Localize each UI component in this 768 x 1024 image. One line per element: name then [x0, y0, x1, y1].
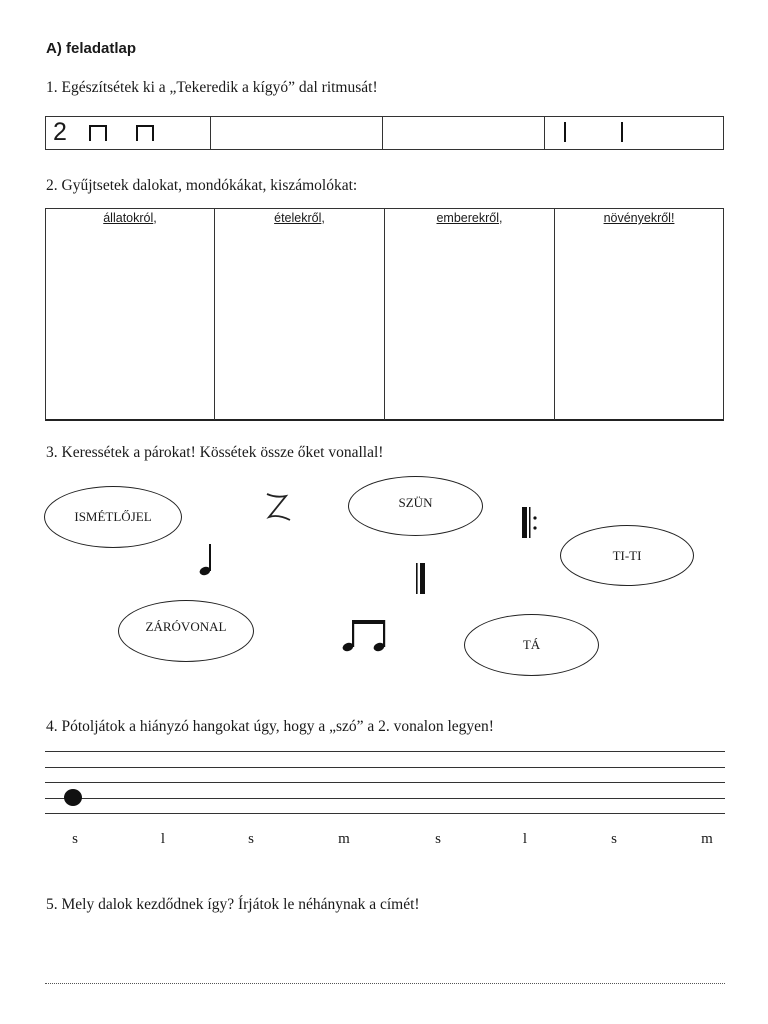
- rhythm-table: [45, 116, 724, 150]
- staff-line-3: [45, 782, 725, 783]
- repeat-sign-icon[interactable]: [520, 505, 542, 541]
- task-2-prompt: 2. Gyűjtsetek dalokat, mondókákat, kiszámolókat:: [46, 177, 358, 194]
- quarter-note-icon[interactable]: [198, 542, 218, 578]
- syllable: l: [522, 831, 528, 847]
- staff-line-1: [45, 813, 725, 814]
- syllable: s: [435, 831, 441, 847]
- syllable: s: [611, 831, 617, 847]
- oval-szun[interactable]: SZÜN: [348, 476, 483, 536]
- column-animals[interactable]: [46, 209, 215, 420]
- column-header: növényekről!: [603, 211, 675, 225]
- staff-line-4: [45, 767, 725, 768]
- oval-zarovonal[interactable]: ZÁRÓVONAL: [118, 600, 254, 662]
- rhythm-cell-1[interactable]: [46, 117, 211, 149]
- titi-notes-icon[interactable]: [340, 616, 388, 654]
- staff-line-5: [45, 751, 725, 752]
- task-5-prompt: 5. Mely dalok kezdődnek így? Írjátok le néhánynak a címét!: [46, 896, 420, 913]
- ta-note-icon: [621, 122, 623, 142]
- column-plants[interactable]: [555, 209, 723, 420]
- titi-note-icon: [89, 125, 107, 141]
- task-3-prompt: 3. Keressétek a párokat! Kössétek össze őket vonallal!: [46, 444, 384, 461]
- staff-line-2: [45, 798, 725, 799]
- note-head: [64, 789, 82, 806]
- oval-ta[interactable]: TÁ: [464, 614, 599, 676]
- syllable: m: [338, 831, 350, 847]
- rhythm-cell-3[interactable]: [382, 117, 545, 149]
- oval-ismetlojel[interactable]: ISMÉTLŐJEL: [44, 486, 182, 548]
- rhythm-cell-4[interactable]: [544, 117, 723, 149]
- column-header: ételekről,: [274, 211, 325, 225]
- final-barline-icon[interactable]: [414, 562, 428, 596]
- titi-note-icon: [136, 125, 154, 141]
- oval-titi[interactable]: TI-TI: [560, 525, 694, 586]
- syllable: s: [72, 831, 78, 847]
- column-header: emberekről,: [436, 211, 503, 225]
- syllable: m: [701, 831, 713, 847]
- task-1-prompt: 1. Egészítsétek ki a „Tekeredik a kígyó” dal ritmusát!: [46, 79, 378, 96]
- column-people[interactable]: [385, 209, 555, 420]
- task-4-prompt: 4. Pótoljátok a hiányzó hangokat úgy, hogy a „szó” a 2. vonalon legyen!: [46, 718, 494, 735]
- answer-line[interactable]: [45, 983, 725, 984]
- ta-note-icon: [564, 122, 566, 142]
- page-title: A) feladatlap: [46, 40, 137, 57]
- syllable: l: [160, 831, 166, 847]
- column-header: állatokról,: [103, 211, 157, 225]
- collection-table: [45, 208, 724, 421]
- quarter-rest-icon[interactable]: [262, 490, 294, 524]
- syllable: s: [248, 831, 254, 847]
- column-foods[interactable]: [215, 209, 385, 420]
- time-signature: 2: [53, 118, 67, 146]
- rhythm-cell-2[interactable]: [210, 117, 383, 149]
